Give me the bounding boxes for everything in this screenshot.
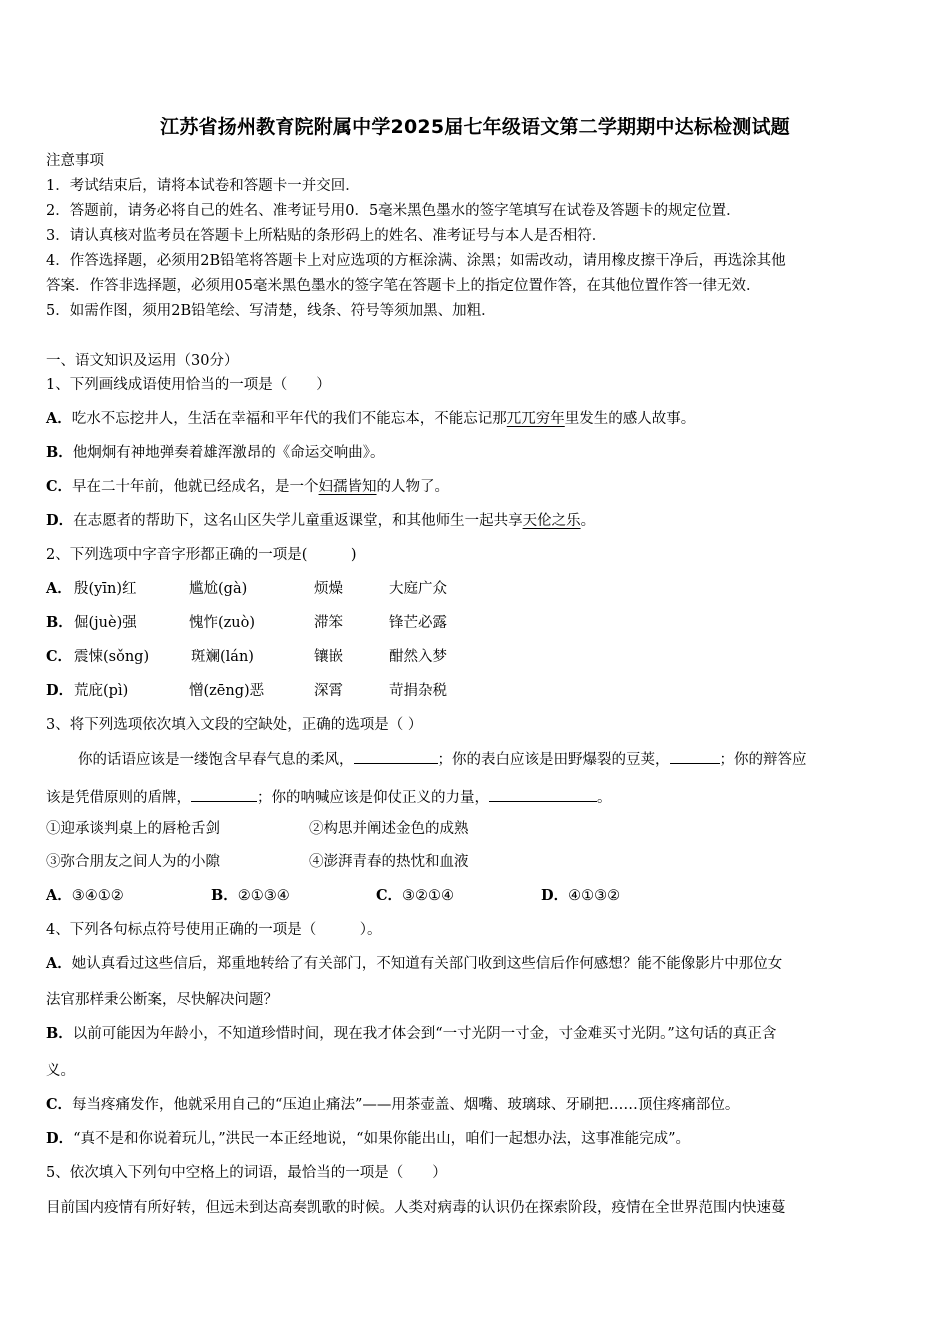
question-stem: 1、下列画线成语使用恰当的一项是（ ） [46, 377, 331, 393]
option-label: D． [46, 512, 74, 529]
q2-cell: 深霄 [314, 683, 343, 699]
q4-option-d [46, 1129, 690, 1149]
option-text: “真不是和你说着玩儿，”洪民一本正经地说，“如果你能出山，咱们一起想办法，这事准能完成”。 [73, 1131, 690, 1147]
q2-cell: 殷(yīn)红 [74, 581, 137, 597]
passage-text: 该是凭借原则的盾牌， [46, 790, 191, 806]
q5-passage-line: 目前国内疫情有所好转，但远未到达高奏凯歌的时候。人类对病毒的认识仍在探索阶段，疫情在全世界范围内快速蔓 [46, 1200, 786, 1216]
q2-cell: 倔(juè)强 [74, 615, 137, 631]
q2-cell: 苛捐杂税 [389, 683, 447, 699]
notice-item: 1．考试结束后，请将本试卷和答题卡一并交回． [46, 178, 360, 194]
option-label: D． [46, 1130, 74, 1147]
passage-text: ；你的呐喊应该是仰仗正义的力量， [257, 790, 489, 806]
q2-cell: 烦燥 [314, 581, 343, 597]
option-label: C． [46, 648, 73, 665]
notice-item: 3．请认真核对监考员在答题卡上所粘贴的条形码上的姓名、准考证号与本人是否相符． [46, 228, 607, 244]
q2-cell: 愧怍(zuò) [189, 615, 256, 631]
option-text: 以前可能因为年龄小，不知道珍惜时间，现在我才体会到“一寸光阴一寸金，寸金难买寸光阴。”这句话的真正含 [72, 1026, 777, 1042]
q1-option-b [46, 443, 385, 463]
passage-text: 。 [597, 790, 612, 806]
option-label: D． [541, 887, 569, 904]
option-text: 他炯炯有神地弹奏着雄浑激昂的《命运交响曲》。 [72, 445, 385, 461]
passage-text: ；你的表白应该是田野爆裂的豆荚， [437, 752, 670, 768]
option-label: C． [46, 1096, 73, 1113]
option-text: ③④①② [71, 888, 124, 904]
notice-item: 2．答题前，请务必将自己的姓名、准考证号用0．5毫米黑色墨水的签字笔填写在试卷及答题卡的规定位置． [46, 203, 741, 219]
q2-cell: 大庭广众 [389, 581, 447, 597]
underlined-idiom: 妇孺皆知 [318, 479, 377, 495]
option-text: 。 [580, 513, 596, 529]
q2-cell: 憎(zēng)恶 [189, 683, 265, 699]
option-label: A． [46, 410, 72, 427]
option-text: 吃水不忘挖井人，生活在幸福和平年代的我们不能忘本，不能忘记那 [71, 411, 507, 427]
q4-option-a-cont: 法官那样秉公断案，尽快解决问题？ [46, 992, 278, 1008]
q3-passage-line [46, 787, 612, 808]
q2-cell: 尴尬(gà) [189, 581, 248, 597]
option-label: B． [46, 614, 73, 631]
option-text: ④①③② [568, 888, 621, 904]
q3-choice [211, 886, 290, 906]
q2-cell: 震悚(sǒng) [74, 649, 150, 665]
underlined-idiom: 兀兀穷年 [506, 411, 565, 427]
option-text: 她认真看过这些信后，郑重地转给了有关部门，不知道有关部门收到这些信后作何感想？能不能像影片中那位女 [71, 956, 783, 972]
q3-passage-line [78, 749, 807, 770]
q1-option-d [46, 511, 595, 531]
fill-blank [670, 749, 720, 764]
notice-item: 5．如需作图，须用2B铅笔绘、写清楚，线条、符号等须加黑、加粗． [46, 303, 496, 319]
q2-cell: 锋芒必露 [389, 615, 447, 631]
q1-option-a [46, 409, 695, 429]
q3-choice [376, 886, 454, 906]
q1-option-c [46, 477, 449, 497]
q2-cell: 荒庇(pì) [74, 683, 129, 699]
passage-text: 你的话语应该是一缕饱含早春气息的柔风， [78, 752, 354, 768]
question-stem: 4、下列各句标点符号使用正确的一项是（ ）。 [46, 922, 382, 938]
option-label: C． [376, 887, 403, 904]
option-text: ③②①④ [402, 888, 455, 904]
notice-item: 答案．作答非选择题，必须用05毫米黑色墨水的签字笔在答题卡上的指定位置作答，在其他位置作答一律无效． [46, 278, 761, 294]
q4-option-b-cont: 义。 [46, 1063, 75, 1079]
option-label: A． [46, 887, 72, 904]
q3-option: ④澎湃青春的热忱和血液 [309, 854, 469, 870]
option-text: 里发生的感人故事。 [564, 411, 696, 427]
question-stem: 3、将下列选项依次填入文段的空缺处，正确的选项是（ ） [46, 717, 423, 733]
q3-option: ②构思并阐述金色的成熟 [309, 821, 469, 837]
q2-cell: 滞笨 [314, 615, 343, 631]
option-label: A． [46, 580, 72, 597]
underlined-idiom: 天伦之乐 [522, 513, 581, 529]
option-text: 每当疼痛发作，他就采用自己的“压迫止痛法”——用茶壶盖、烟嘴、玻璃球、牙刷把……顶住疼痛部位。 [72, 1097, 740, 1113]
passage-text: ；你的辩答应 [719, 752, 807, 768]
q3-option: ③弥合朋友之间人为的小隙 [46, 854, 220, 870]
option-label: B． [211, 887, 238, 904]
q3-choice [541, 886, 620, 906]
option-label: A． [46, 955, 72, 972]
option-label: B． [46, 444, 73, 461]
option-text: 早在二十年前，他就已经成名，是一个 [72, 479, 319, 495]
fill-blank [191, 787, 257, 802]
q4-option-a [46, 954, 782, 974]
page-title: 江苏省扬州教育院附属中学2025届七年级语文第二学期期中达标检测试题 [160, 116, 790, 138]
option-text: 在志愿者的帮助下，这名山区失学儿童重返课堂，和其他师生一起共享 [73, 513, 523, 529]
q3-option: ①迎承谈判桌上的唇枪舌剑 [46, 821, 220, 837]
q2-cell: 镶嵌 [314, 649, 343, 665]
q2-cell: 酣然入梦 [389, 649, 447, 665]
q2-cell: 斑斓(lán) [191, 649, 254, 665]
notice-item: 4．作答选择题，必须用2B铅笔将答题卡上对应选项的方框涂满、涂黑；如需改动，请用橡皮擦干净后，再选涂其他 [46, 253, 786, 269]
q4-option-b [46, 1024, 776, 1044]
notice-heading: 注意事项 [46, 153, 104, 169]
option-text: ②①③④ [237, 888, 290, 904]
section-heading: 一、语文知识及运用（30分） [46, 353, 239, 369]
option-text: 的人物了。 [376, 479, 450, 495]
option-label: C． [46, 478, 73, 495]
fill-blank [489, 787, 597, 802]
fill-blank [354, 749, 438, 764]
option-label: B． [46, 1025, 73, 1042]
q3-choice [46, 886, 124, 906]
q4-option-c [46, 1095, 739, 1115]
question-stem: 5、依次填入下列句中空格上的词语，最恰当的一项是（ ） [46, 1165, 447, 1181]
question-stem: 2、下列选项中字音字形都正确的一项是( ) [46, 547, 357, 563]
option-label: D． [46, 682, 74, 699]
